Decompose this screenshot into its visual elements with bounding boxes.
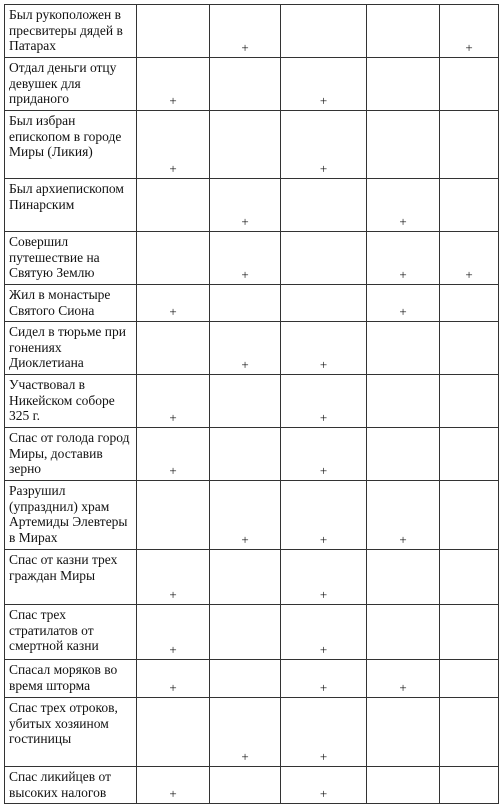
mark-cell xyxy=(440,767,499,804)
mark-cell xyxy=(367,698,440,767)
mark-cell: + xyxy=(281,550,367,605)
mark-cell: + xyxy=(210,481,281,550)
mark-cell xyxy=(137,179,210,232)
table-row xyxy=(5,428,499,481)
table-row xyxy=(5,111,499,179)
mark-cell xyxy=(367,58,440,111)
mark-cell xyxy=(440,322,499,375)
mark-cell: + xyxy=(281,322,367,375)
mark-cell xyxy=(367,428,440,481)
row-label: Спасал моряков во время шторма xyxy=(9,662,118,693)
mark-cell: + xyxy=(440,232,499,285)
table-row xyxy=(5,605,499,660)
row-label: Жил в монастыре Святого Сиона xyxy=(9,287,111,318)
table-row xyxy=(5,660,499,698)
mark-cell xyxy=(367,767,440,804)
table-row xyxy=(5,285,499,322)
mark-cell: + xyxy=(281,660,367,698)
table-row xyxy=(5,375,499,428)
row-label: Был рукоположен в пресвитеры дядей в Патарах xyxy=(9,7,123,53)
table-body xyxy=(5,5,499,804)
mark-cell: + xyxy=(281,375,367,428)
mark-cell: + xyxy=(281,58,367,111)
mark-cell xyxy=(367,111,440,179)
mark-cell: + xyxy=(137,767,210,804)
mark-cell: + xyxy=(281,767,367,804)
table-container xyxy=(4,4,499,804)
table-row xyxy=(5,550,499,605)
mark-cell xyxy=(210,111,281,179)
mark-cell: + xyxy=(210,322,281,375)
mark-cell: + xyxy=(281,111,367,179)
row-label-cell xyxy=(5,767,137,804)
mark-cell xyxy=(210,550,281,605)
row-label: Участвовал в Никейском соборе 325 г. xyxy=(9,377,115,423)
comparison-table xyxy=(4,4,499,804)
row-label-cell xyxy=(5,111,137,179)
row-label-cell xyxy=(5,58,137,111)
row-label-cell xyxy=(5,481,137,550)
mark-cell xyxy=(137,322,210,375)
row-label-cell xyxy=(5,5,137,58)
mark-cell: + xyxy=(210,698,281,767)
table-row xyxy=(5,232,499,285)
mark-cell: + xyxy=(137,285,210,322)
mark-cell xyxy=(440,605,499,660)
mark-cell: + xyxy=(137,550,210,605)
mark-cell xyxy=(281,285,367,322)
mark-cell: + xyxy=(137,58,210,111)
mark-cell: + xyxy=(367,232,440,285)
row-label-cell xyxy=(5,698,137,767)
row-label-cell xyxy=(5,375,137,428)
table-row xyxy=(5,698,499,767)
mark-cell xyxy=(210,605,281,660)
mark-cell xyxy=(440,660,499,698)
row-label: Отдал деньги отцу девушек для приданого xyxy=(9,60,117,106)
mark-cell xyxy=(281,179,367,232)
mark-cell xyxy=(440,111,499,179)
row-label: Спас ликийцев от высоких налогов xyxy=(9,769,111,800)
mark-cell xyxy=(137,5,210,58)
mark-cell xyxy=(210,767,281,804)
mark-cell: + xyxy=(210,179,281,232)
mark-cell: + xyxy=(137,605,210,660)
mark-cell: + xyxy=(137,428,210,481)
mark-cell: + xyxy=(281,481,367,550)
row-label-cell xyxy=(5,179,137,232)
mark-cell xyxy=(281,232,367,285)
row-label: Спас от казни трех граждан Миры xyxy=(9,552,118,583)
row-label: Спас от голода город Миры, доставив зерно xyxy=(9,430,130,476)
row-label-cell xyxy=(5,550,137,605)
row-label: Был архиепископом Пинарским xyxy=(9,181,124,212)
mark-cell xyxy=(367,605,440,660)
mark-cell xyxy=(210,428,281,481)
mark-cell: + xyxy=(281,428,367,481)
mark-cell xyxy=(440,428,499,481)
mark-cell xyxy=(281,5,367,58)
mark-cell xyxy=(137,232,210,285)
mark-cell: + xyxy=(281,698,367,767)
mark-cell xyxy=(367,5,440,58)
mark-cell: + xyxy=(137,111,210,179)
mark-cell: + xyxy=(367,285,440,322)
row-label-cell xyxy=(5,322,137,375)
mark-cell xyxy=(440,58,499,111)
row-label-cell xyxy=(5,232,137,285)
mark-cell: + xyxy=(367,179,440,232)
row-label: Спас трех отроков, убитых хозяином гостиницы xyxy=(9,700,118,746)
mark-cell: + xyxy=(367,660,440,698)
row-label: Разрушил (упразднил) храм Артемиды Элевтеры в Мирах xyxy=(9,483,128,545)
mark-cell xyxy=(137,481,210,550)
mark-cell: + xyxy=(440,5,499,58)
mark-cell: + xyxy=(137,375,210,428)
table-row xyxy=(5,5,499,58)
mark-cell xyxy=(440,481,499,550)
mark-cell xyxy=(367,550,440,605)
mark-cell xyxy=(440,550,499,605)
mark-cell xyxy=(210,375,281,428)
mark-cell: + xyxy=(281,605,367,660)
mark-cell xyxy=(210,660,281,698)
mark-cell xyxy=(210,285,281,322)
table-row xyxy=(5,58,499,111)
table-row xyxy=(5,767,499,804)
mark-cell xyxy=(440,375,499,428)
mark-cell xyxy=(367,322,440,375)
mark-cell: + xyxy=(137,660,210,698)
row-label: Спас трех стратилатов от смертной казни xyxy=(9,607,99,653)
row-label-cell xyxy=(5,285,137,322)
table-row xyxy=(5,322,499,375)
mark-cell: + xyxy=(210,5,281,58)
mark-cell: + xyxy=(367,481,440,550)
row-label-cell xyxy=(5,660,137,698)
mark-cell xyxy=(210,58,281,111)
row-label: Был избран епископом в городе Миры (Ликия) xyxy=(9,113,122,159)
mark-cell xyxy=(440,698,499,767)
row-label-cell xyxy=(5,428,137,481)
table-row xyxy=(5,179,499,232)
mark-cell xyxy=(367,375,440,428)
mark-cell: + xyxy=(210,232,281,285)
row-label-cell xyxy=(5,605,137,660)
row-label: Совершил путешествие на Святую Землю xyxy=(9,234,100,280)
mark-cell xyxy=(137,698,210,767)
table-row xyxy=(5,481,499,550)
row-label: Сидел в тюрьме при гонениях Диоклетиана xyxy=(9,324,126,370)
mark-cell xyxy=(440,285,499,322)
mark-cell xyxy=(440,179,499,232)
